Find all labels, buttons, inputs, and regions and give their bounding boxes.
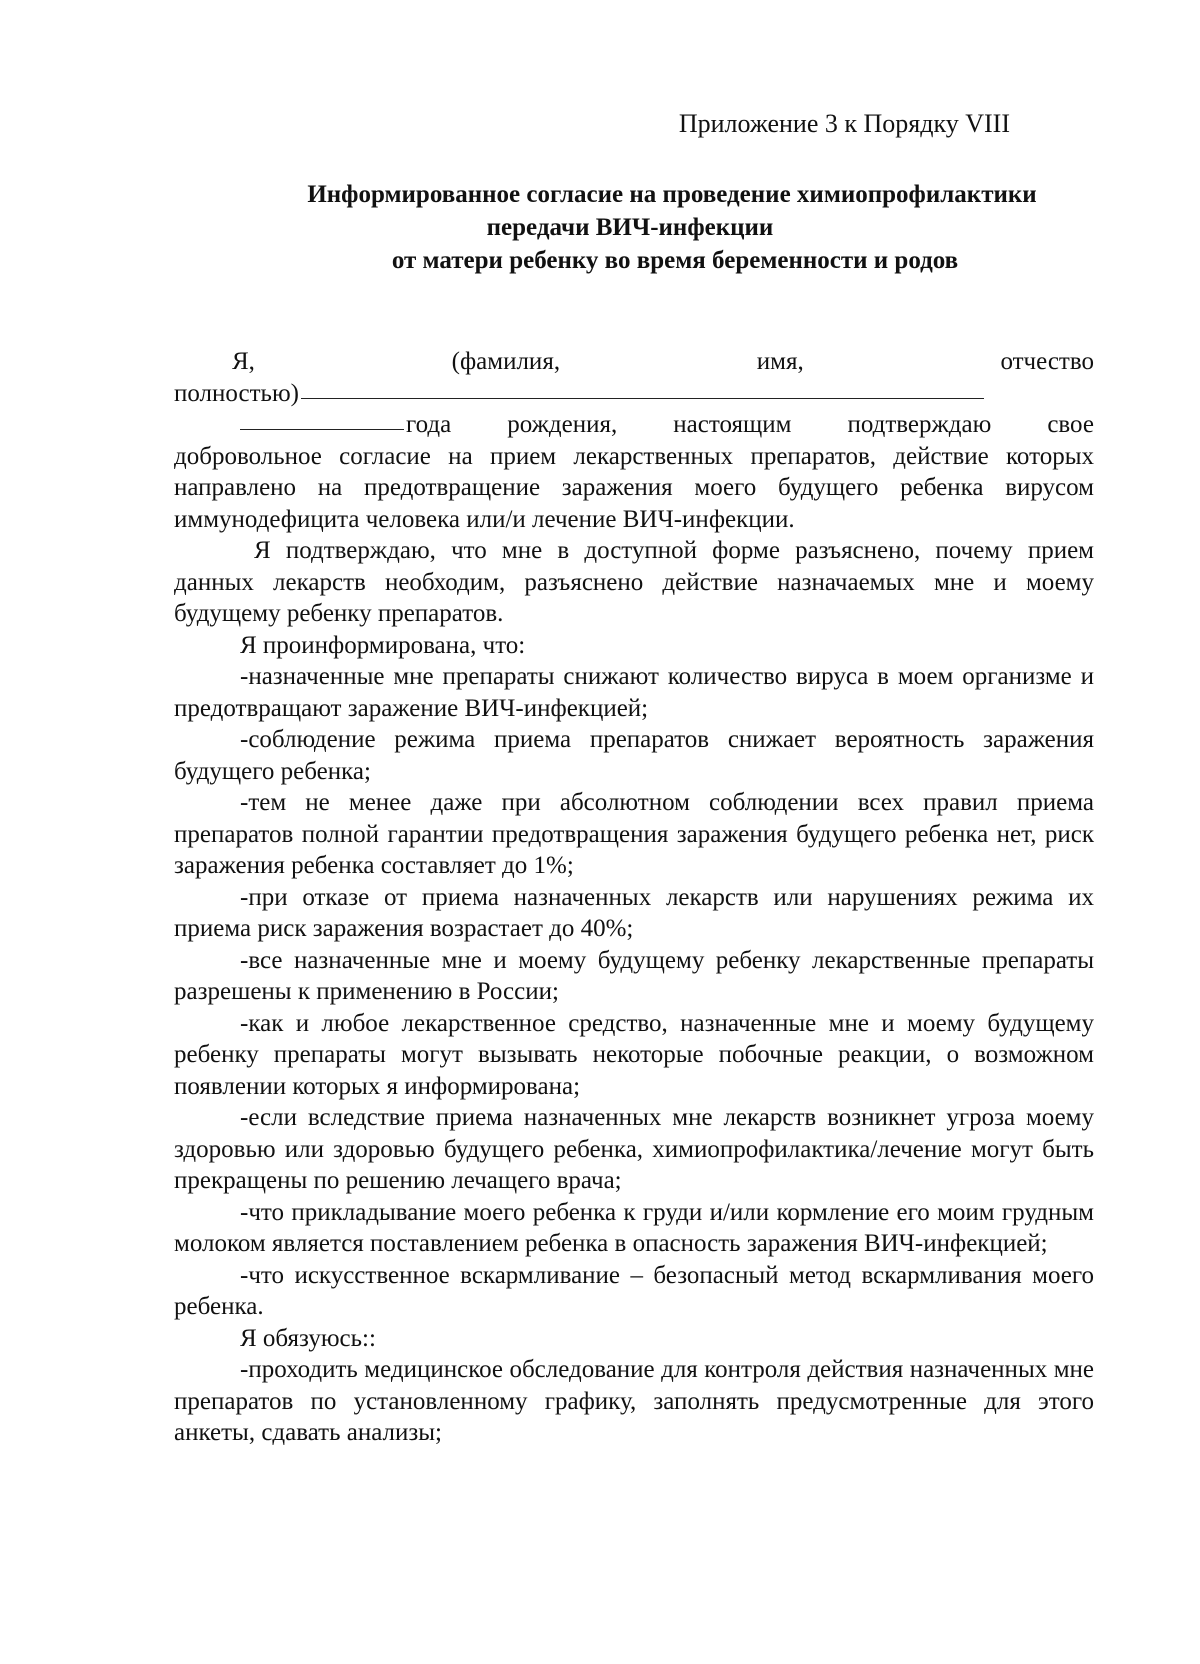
title-line-2: передачи ВИЧ-инфекции xyxy=(486,214,774,241)
informed-item: -назначенные мне препараты снижают количество вируса в моем организме и предотвращают заражение ВИЧ-инфекцией; xyxy=(174,663,1094,722)
intro-word: имя, xyxy=(756,348,804,375)
oblige-heading: Я обязуюсь:: xyxy=(240,1324,376,1352)
intro-line xyxy=(174,346,1094,378)
informed-item: -что искусственное вскармливание – безопасный метод вскармливания моего ребенка. xyxy=(174,1261,1094,1320)
title-line-3: от матери ребенку во время беременности и родов xyxy=(391,247,959,274)
birth-line-text xyxy=(406,409,1094,441)
intro-word: (фамилия, xyxy=(451,348,561,375)
informed-item: -все назначенные мне и моему будущему ребенку лекарственные препараты разрешены к применению в России; xyxy=(174,946,1094,1005)
informed-item: -как и любое лекарственное средство, назначенные мне и моему будущему ребенку препараты могут вызывать некоторые побочные реакции, о возможном появлении которых я информирована; xyxy=(174,1009,1094,1100)
informed-item: -при отказе от приема назначенных лекарств или нарушениях режима их приема риск заражения возрастает до 40%; xyxy=(174,883,1094,942)
informed-item: -что прикладывание моего ребенка к груди и/или кормление его моим грудным молоком является поставлением ребенка в опасность заражения ВИЧ-инфекцией; xyxy=(174,1198,1094,1257)
oblige-item: -проходить медицинское обследование для контроля действия назначенных мне препаратов по установленному графику, заполнять предусмотренные для этого анкеты, сдавать анализы; xyxy=(174,1356,1094,1446)
informed-heading: Я проинформирована, что: xyxy=(240,631,526,659)
informed-item: -соблюдение режима приема препаратов снижает вероятность заражения будущего ребенка; xyxy=(174,726,1094,785)
birth-word: года xyxy=(406,411,452,438)
birth-line xyxy=(174,409,1094,441)
intro-word: Я, xyxy=(232,348,255,375)
birth-year-blank[interactable] xyxy=(240,428,404,430)
title-line-1: Информированное согласие на проведение химиопрофилактики xyxy=(307,181,1037,208)
document-body xyxy=(174,346,1094,1449)
document-title xyxy=(170,178,1090,277)
confirm-paragraph: Я подтверждаю, что мне в доступной форме разъяснено, почему прием данных лекарств необходим, разъяснено действие назначаемых мне и моему будущему ребенку препаратов. xyxy=(174,537,1094,627)
birth-word: подтверждаю xyxy=(847,411,992,438)
fullname-line xyxy=(174,378,1094,410)
birth-word: рождения, xyxy=(507,411,618,438)
intro-word: отчество xyxy=(1000,348,1094,375)
fullname-label: полностью) xyxy=(174,379,299,407)
birth-word: свое xyxy=(1047,411,1094,438)
annex-reference: Приложение 3 к Порядку VIII xyxy=(678,109,1010,138)
informed-item: -тем не менее даже при абсолютном соблюдении всех правил приема препаратов полной гарантии предотвращения заражения будущего ребенка нет, риск заражения ребенка составляет до 1%; xyxy=(174,789,1094,879)
birth-word: настоящим xyxy=(673,411,792,438)
fullname-blank[interactable] xyxy=(301,397,984,399)
consent-paragraph: добровольное согласие на прием лекарственных препаратов, действие которых направлено на предотвращение заражения моего будущего ребенка вирусом иммунодефицита человека или/и лечение ВИЧ-инфекции. xyxy=(174,442,1094,533)
informed-item: -если вследствие приема назначенных мне лекарств возникнет угроза моему здоровью или здоровью будущего ребенка, химиопрофилактика/лечение могут быть прекращены по решению лечащего врача; xyxy=(174,1104,1094,1194)
